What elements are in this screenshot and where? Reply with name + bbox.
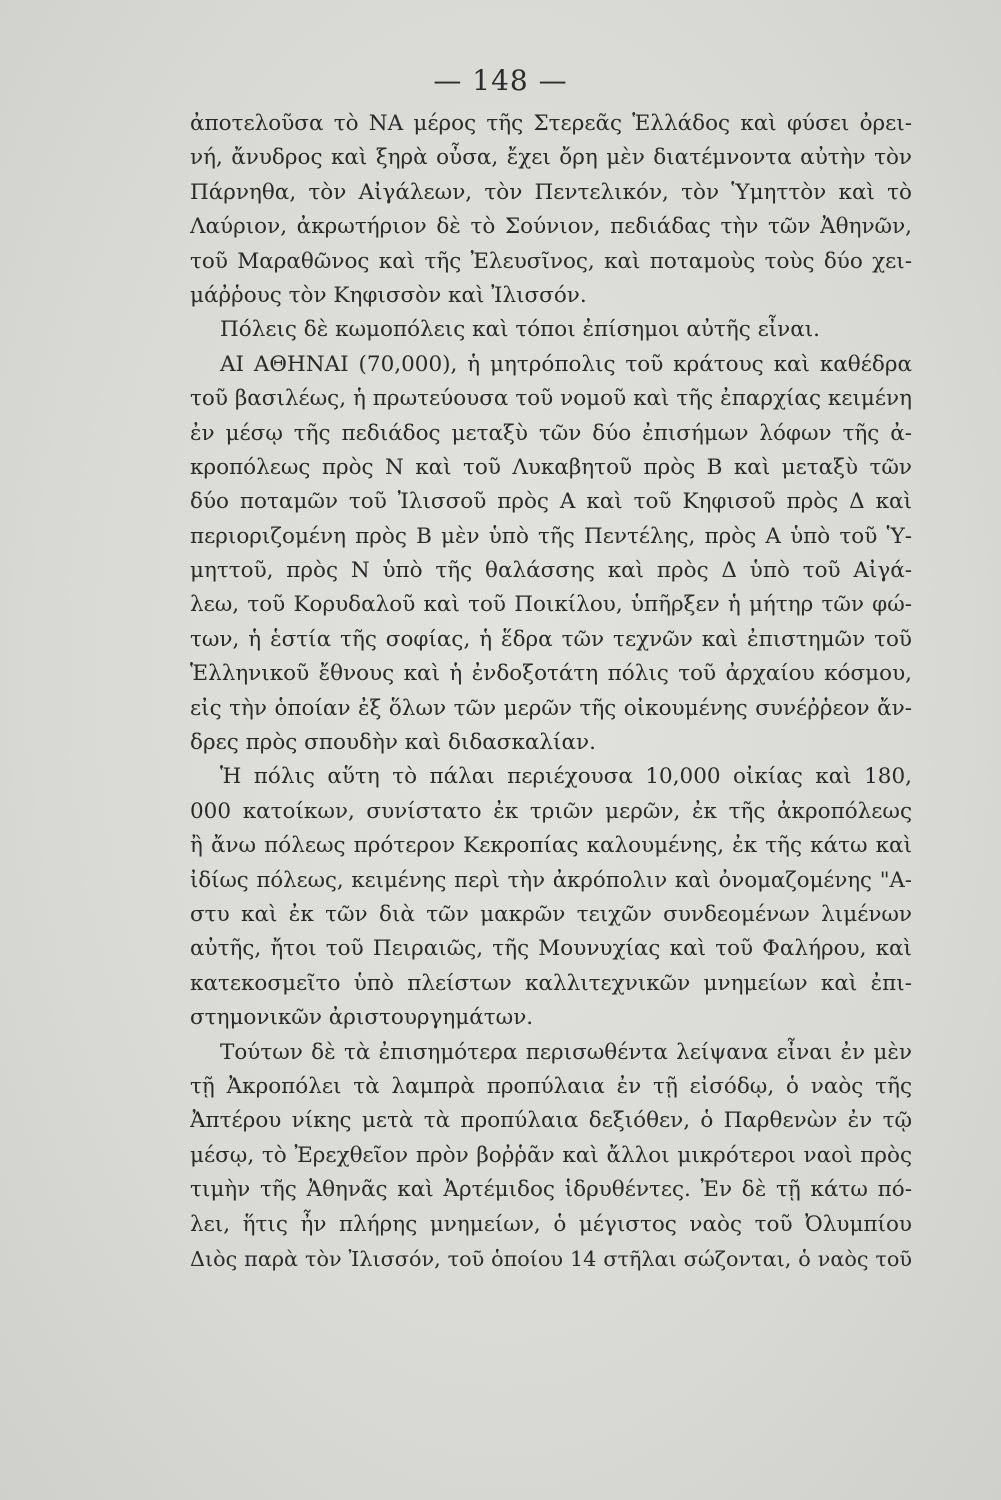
text-line: Διὸς παρὰ τὸν Ἰλισσόν, τοῦ ὁποίου 14 στῆλαι σώζονται, ὁ ναὸς τοῦ (190, 1246, 912, 1271)
text-line: ἐν μέσῳ τῆς πεδιάδος μεταξὺ τῶν δύο ἐπισήμων λόφων τῆς ἀ- (190, 420, 912, 446)
text-line: τοῦ βασιλέως, ἡ πρωτεύουσα τοῦ νομοῦ καὶ τῆς ἐπαρχίας κειμένη (190, 386, 912, 412)
text-line: δρες πρὸς σπουδὴν καὶ διδασκαλίαν. (190, 730, 596, 756)
text-line: στυ καὶ ἐκ τῶν διὰ τῶν μακρῶν τειχῶν συνδεομένων λιμένων (190, 901, 912, 927)
text-line: δύο ποταμῶν τοῦ Ἰλισσοῦ πρὸς Α καὶ τοῦ Κηφισοῦ πρὸς Δ καὶ (190, 489, 912, 515)
text-line: κατεκοσμεῖτο ὑπὸ πλείστων καλλιτεχνικῶν μνημείων καὶ ἐπι- (190, 970, 912, 996)
text-line: ἢ ἄνω πόλεως πρότερον Κεκροπίας καλουμένης, ἐκ τῆς κάτω καὶ (190, 833, 912, 859)
text-line: νή, ἄνυδρος καὶ ξηρὰ οὖσα, ἔχει ὄρη μὲν διατέμνοντα αὐτὴν τὸν (190, 145, 912, 171)
text-line: μέσῳ, τὸ Ἐρεχθεῖον πρὸν βοῤῥᾶν καὶ ἄλλοι μικρότεροι ναοὶ πρὸς (190, 1142, 912, 1168)
text-line: Ἀπτέρου νίκης μετὰ τὰ προπύλαια δεξιόθεν, ὁ Παρθενὼν ἐν τῷ (190, 1108, 912, 1134)
text-line: ἀποτελοῦσα τὸ ΝΑ μέρος τῆς Στερεᾶς Ἑλλάδος καὶ φύσει ὀρει- (190, 111, 912, 136)
text-line: Λαύριον, ἀκρωτήριον δὲ τὸ Σούνιον, πεδιάδας τὴν τῶν Ἀθηνῶν, (190, 214, 912, 240)
text-line: λεω, τοῦ Κορυδαλοῦ καὶ τοῦ Ποικίλου, ὑπῆρξεν ἡ μήτηρ τῶν φώ- (190, 592, 912, 618)
text-line: ΑΙ ΑΘΗΝΑΙ (70,000), ἡ μητρόπολις τοῦ κράτους καὶ καθέδρα (220, 351, 912, 377)
text-line: τῇ Ἀκροπόλει τὰ λαμπρὰ προπύλαια ἐν τῇ εἰσόδῳ, ὁ ναὸς τῆς (190, 1073, 912, 1099)
text-line: αὐτῆς, ἤτοι τοῦ Πειραιῶς, τῆς Μουνυχίας καὶ τοῦ Φαλήρου, καὶ (190, 936, 912, 962)
text-line: στημονικῶν ἀριστουργημάτων. (190, 1005, 534, 1031)
body-text (190, 107, 912, 1276)
text-line: μηττοῦ, πρὸς Ν ὑπὸ τῆς θαλάσσης καὶ πρὸς Δ ὑπὸ τοῦ Αἰγά- (190, 558, 912, 584)
text-line: Πάρνηθα, τὸν Αἰγάλεων, τὸν Πεντελικόν, τὸν Ὑμηττὸν καὶ τὸ (190, 179, 912, 205)
text-line: Ἑλληνικοῦ ἔθνους καὶ ἡ ἐνδοξοτάτη πόλις τοῦ ἀρχαίου κόσμου, (190, 661, 912, 687)
text-line: Τούτων δὲ τὰ ἐπισημότερα περισωθέντα λείψανα εἶναι ἐν μὲν (220, 1039, 912, 1065)
text-line: κροπόλεως πρὸς Ν καὶ τοῦ Λυκαβητοῦ πρὸς Β καὶ μεταξὺ τῶν (190, 454, 912, 480)
text-line: περιοριζομένη πρὸς Β μὲν ὑπὸ τῆς Πεντέλης, πρὸς Α ὑπὸ τοῦ Ὑ- (190, 523, 912, 549)
text-line: μάῤῥους τὸν Κηφισσὸν καὶ Ἰλισσόν. (190, 282, 587, 308)
text-line: τοῦ Μαραθῶνος καὶ τῆς Ἐλευσῖνος, καὶ ποταμοὺς τοὺς δύο χει- (190, 248, 912, 274)
text-line: Ἡ πόλις αὕτη τὸ πάλαι περιέχουσα 10,000 οἰκίας καὶ 180, (220, 764, 912, 790)
text-line: λει, ἥτις ἦν πλήρης μνημείων, ὁ μέγιστος ναὸς τοῦ Ὀλυμπίου (190, 1211, 912, 1237)
text-line: ἰδίως πόλεως, κειμένης περὶ τὴν ἀκρόπολιν καὶ ὀνομαζομένης "Α- (190, 867, 912, 893)
text-line: Πόλεις δὲ κωμοπόλεις καὶ τόποι ἐπίσημοι αὐτῆς εἶναι. (220, 317, 821, 343)
text-line: των, ἡ ἑστία τῆς σοφίας, ἡ ἕδρα τῶν τεχνῶν καὶ ἐπιστημῶν τοῦ (190, 626, 912, 652)
text-line: 000 κατοίκων, συνίστατο ἐκ τριῶν μερῶν, ἐκ τῆς ἀκροπόλεως (190, 798, 912, 824)
text-line: τιμὴν τῆς Ἀθηνᾶς καὶ Ἀρτέμιδος ἱδρυθέντες. Ἐν δὲ τῇ κάτω πό- (190, 1177, 912, 1203)
page-number: — 148 — (433, 64, 568, 97)
text-line: εἰς τὴν ὁποίαν ἐξ ὅλων τῶν μερῶν τῆς οἰκουμένης συνέῤῥεον ἄν- (190, 695, 912, 721)
